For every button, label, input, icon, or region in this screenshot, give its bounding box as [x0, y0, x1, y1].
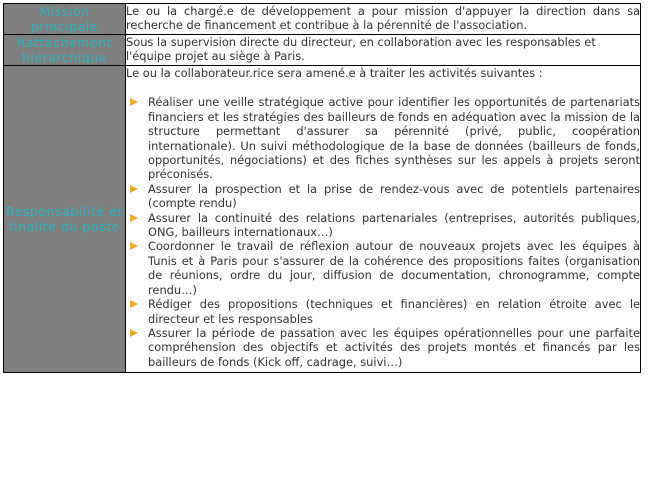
list-item: [126, 95, 640, 181]
row-responsabilite: [4, 66, 641, 373]
list-item-text: Assurer la prospection et la prise de rendez-vous avec de potentiels partenaires (compte rendu): [148, 181, 640, 211]
list-item: [126, 297, 640, 326]
list-item: [126, 239, 640, 297]
list-item-text: Réaliser une veille stratégique active pour identifier les opportunités de partenariats financiers et les stratégies des bailleurs de fonds en adéquation avec la mission de la structure permettant d'assurer sa pérennité (privé, public, coopération internationale). Un suivi méthodologique de la base de données (bailleurs de fonds, opportunités, négociations) et des fiches synthèses sur les appels à projets seront préconisés.: [148, 95, 640, 182]
list-item: [126, 182, 640, 211]
bullet-triangle-icon: [130, 185, 138, 193]
bullet-triangle-icon: [130, 300, 138, 308]
row-rattachement: [4, 35, 641, 66]
label-rattachement: Rattachement hiérarchique: [4, 35, 126, 66]
value-responsabilite: [126, 66, 641, 373]
list-item: [126, 326, 640, 369]
value-rattachement: Sous la supervision directe du directeur, en collaboration avec les responsables et l'équipe projet au siège à Paris.: [126, 35, 641, 66]
list-item-text: Assurer la période de passation avec les équipes opérationnelles pour une parfaite compréhension des objectifs et activités des projets montés et financés par les bailleurs de fonds (Kick off, cadrage, suivi…): [148, 325, 640, 369]
row-mission: [4, 4, 641, 35]
label-responsabilite: Responsabilité et finalité du poste: [4, 66, 126, 373]
list-item-text: Coordonner le travail de réflexion autour de nouveaux projets avec les équipes à Tunis et à Paris pour s'assurer de la cohérence des propositions faites (organisation de réunions, ordre du jour, diffusion de documentation, chronogramme, compte rendu…): [148, 239, 640, 297]
activities-list: [126, 95, 640, 372]
bullet-triangle-icon: [130, 98, 138, 106]
bullet-triangle-icon: [130, 242, 138, 250]
list-item: [126, 211, 640, 240]
label-mission: Mission principale: [4, 4, 126, 35]
activities-intro: Le ou la collaborateur.rice sera amené.e à traiter les activités suivantes :: [126, 66, 543, 80]
list-item-text: Assurer la continuité des relations partenariales (entreprises, autorités publiques, ONG, bailleurs internationaux…): [148, 210, 640, 240]
bullet-triangle-icon: [130, 329, 138, 337]
job-description-table: [3, 3, 641, 373]
list-item-text: Rédiger des propositions (techniques et financières) en relation étroite avec le directeur et les responsables: [148, 297, 640, 326]
bullet-triangle-icon: [130, 214, 138, 222]
value-mission: Le ou la chargé.e de développement a pour mission d'appuyer la direction dans sa recherche de financement et contribue à la pérennité de l'association.: [126, 4, 641, 35]
